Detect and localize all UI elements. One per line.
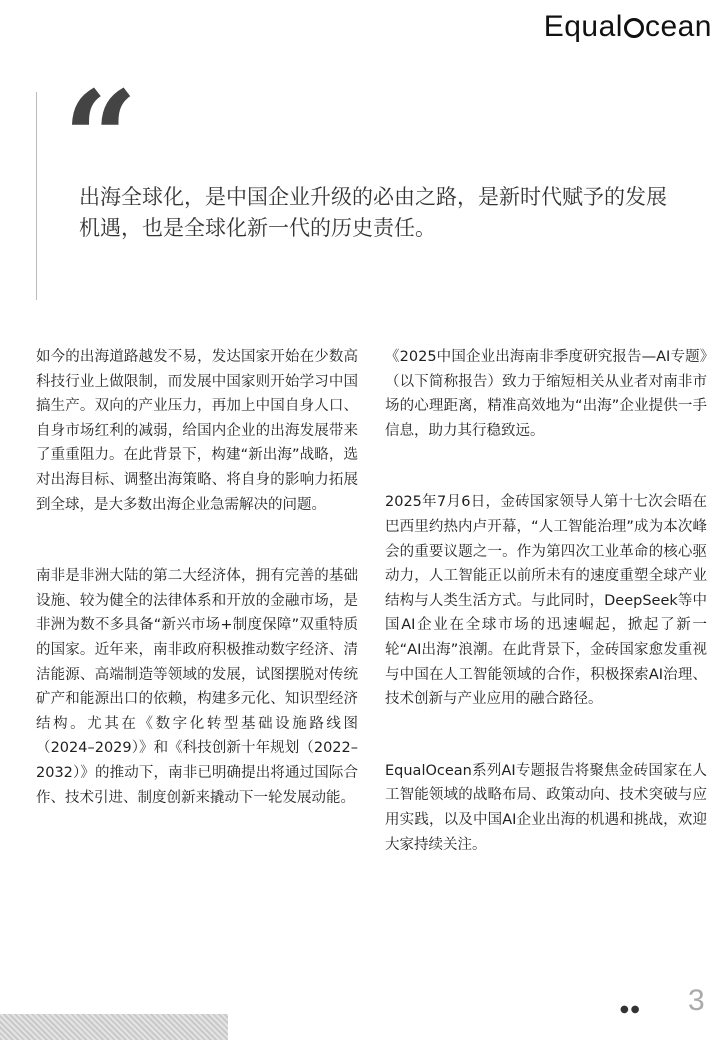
equalocean-logo	[544, 10, 712, 44]
quotation-mark-icon: “	[63, 62, 138, 215]
left-paragraph-1: 如今的出海道路越发不易，发达国家开始在少数高科技行业上做限制，而发展中国家则开始学习中国搞生产。双向的产业压力，再加上中国自身人口、自身市场红利的减弱，给国内企业的出海发展带来了重重阻力。在此背景下，构建“新出海”战略，选对出海目标、调整出海策略、将自身的影响力拓展到全球，是大多数出海企业急需解决的问题。	[36, 349, 358, 513]
right-column	[385, 345, 707, 904]
right-paragraph-2: 2025年7月6日，金砖国家领导人第十七次会晤在巴西里约热内卢开幕，“人工智能治理”成为本次峰会的重要议题之一。作为第四次工业革命的核心驱动力，人工智能正以前所未有的速度重塑全球产业结构与人类生活方式。与此同时，DeepSeek等中国AI企业在全球市场的迅速崛起，掀起了新一轮“AI出海”浪潮。在此背景下，金砖国家愈发重视与中国在人工智能领域的合作，积极探索AI治理、技术创新与产业应用的融合路径。	[385, 494, 707, 708]
page-number: 3	[688, 984, 705, 1017]
footer-dots: ●●	[620, 1004, 642, 1015]
pull-quote-text: 出海全球化，是中国企业升级的必由之路，是新时代赋予的发展机遇，也是全球化新一代的历史责任。	[79, 185, 667, 240]
left-column	[36, 345, 358, 857]
logo-text-suffix: cean	[644, 10, 712, 43]
pull-quote	[36, 62, 677, 300]
right-paragraph-3: EqualOcean系列AI专题报告将聚焦金砖国家在人工智能领域的战略布局、政策动向、技术突破与应用实践，以及中国AI企业出海的机遇和挑战，欢迎大家持续关注。	[385, 762, 707, 853]
right-paragraph-1: 《2025中国企业出海南非季度研究报告—AI专题》（以下简称报告）致力于缩短相关从业者对南非市场的心理距离，精准高效地为“出海”企业提供一手信息，助力其行稳致远。	[385, 349, 707, 439]
left-paragraph-2: 南非是非洲大陆的第二大经济体，拥有完善的基础设施、较为健全的法律体系和开放的金融市场，是非洲为数不多具备“新兴市场+制度保障”双重特质的国家。近年来，南非政府积极推动数字经济、清洁能源、高端制造等领域的发展，试图摆脱对传统矿产和能源出口的依赖，构建多元化、知识型经济结构。尤其在《数字化转型基础设施路线图（2024–2029）》和《科技创新十年规划（2022–2032）》的推动下，南非已明确提出将通过国际合作、技术引进、制度创新来撬动下一轮发展动能。	[36, 568, 358, 806]
logo-o-circle-icon	[624, 18, 644, 38]
footer-bar	[0, 1014, 228, 1040]
logo-text-prefix: Equal	[543, 10, 623, 43]
